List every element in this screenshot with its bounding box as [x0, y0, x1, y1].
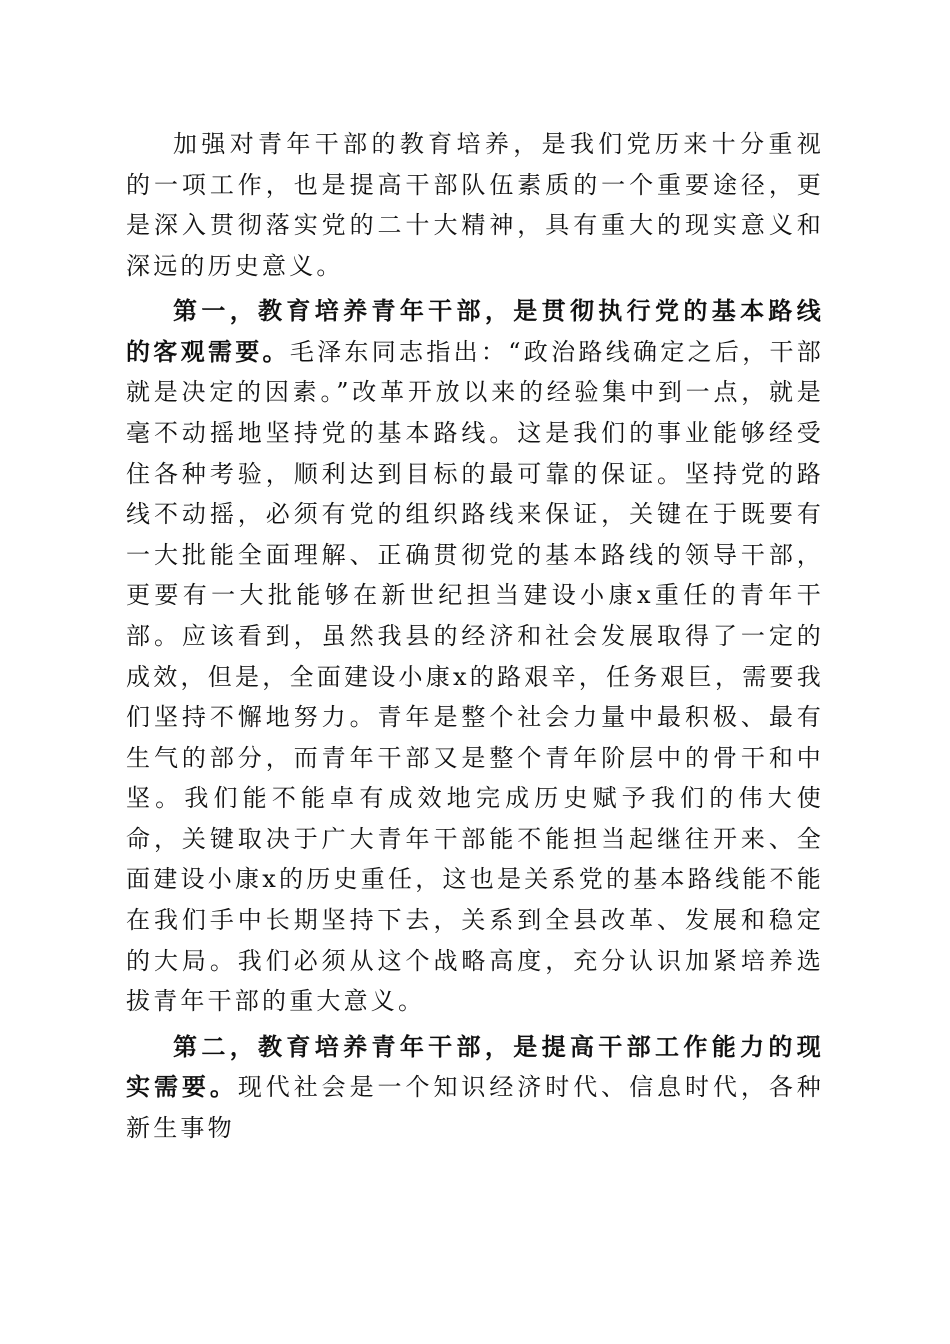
intro-paragraph — [126, 124, 824, 286]
paragraph-text: 毛泽东同志指出：“政治路线确定之后，干部就是决定的因素。”改革开放以来的经验集中到一点，就是毫不动摇地坚持党的基本路线。这是我们的事业能够经受住各种考验，顺利达到目标的最可靠的保证。坚持党的路线不动摇，必须有党的组织路线来保证，关键在于既要有一大批能全面理解、正确贯彻党的基本路线的领导干部，更要有一大批能够在新世纪担当建设小康x重任的青年干部。应该看到，虽然我县的经济和社会发展取得了一定的成效，但是，全面建设小康x的路艰辛，任务艰巨，需要我们坚持不懈地努力。青年是整个社会力量中最积极、最有生气的部分，而青年干部又是整个青年阶层中的骨干和中坚。我们能不能卓有成效地完成历史赋予我们的伟大使命，关键取决于广大青年干部能不能担当起继往开来、全面建设小康x的历史重任，这也是关系党的基本路线能不能在我们手中长期坚持下去，关系到全县改革、发展和稳定的大局。我们必须从这个战略高度，充分认识加紧培养选拔青年干部的重大意义。 — [126, 337, 824, 1016]
paragraph-text: 现代社会是一个知识经济时代、信息时代，各种新生事物 — [126, 1073, 824, 1142]
point-one-heading: 第一，教育培养青年干部，是贯彻执行党的基本路线的客观需要。 — [126, 296, 824, 366]
point-two-heading: 第二，教育培养青年干部，是提高干部工作能力的现实需要。 — [126, 1031, 824, 1102]
document-page — [126, 124, 824, 1153]
point-one-paragraph — [126, 291, 824, 1022]
paragraph-text: 加强对青年干部的教育培养，是我们党历来十分重视的一项工作，也是提高干部队伍素质的一个重要途径，更是深入贯彻落实党的二十大精神，具有重大的现实意义和深远的历史意义。 — [126, 130, 824, 280]
point-two-paragraph — [126, 1027, 824, 1149]
